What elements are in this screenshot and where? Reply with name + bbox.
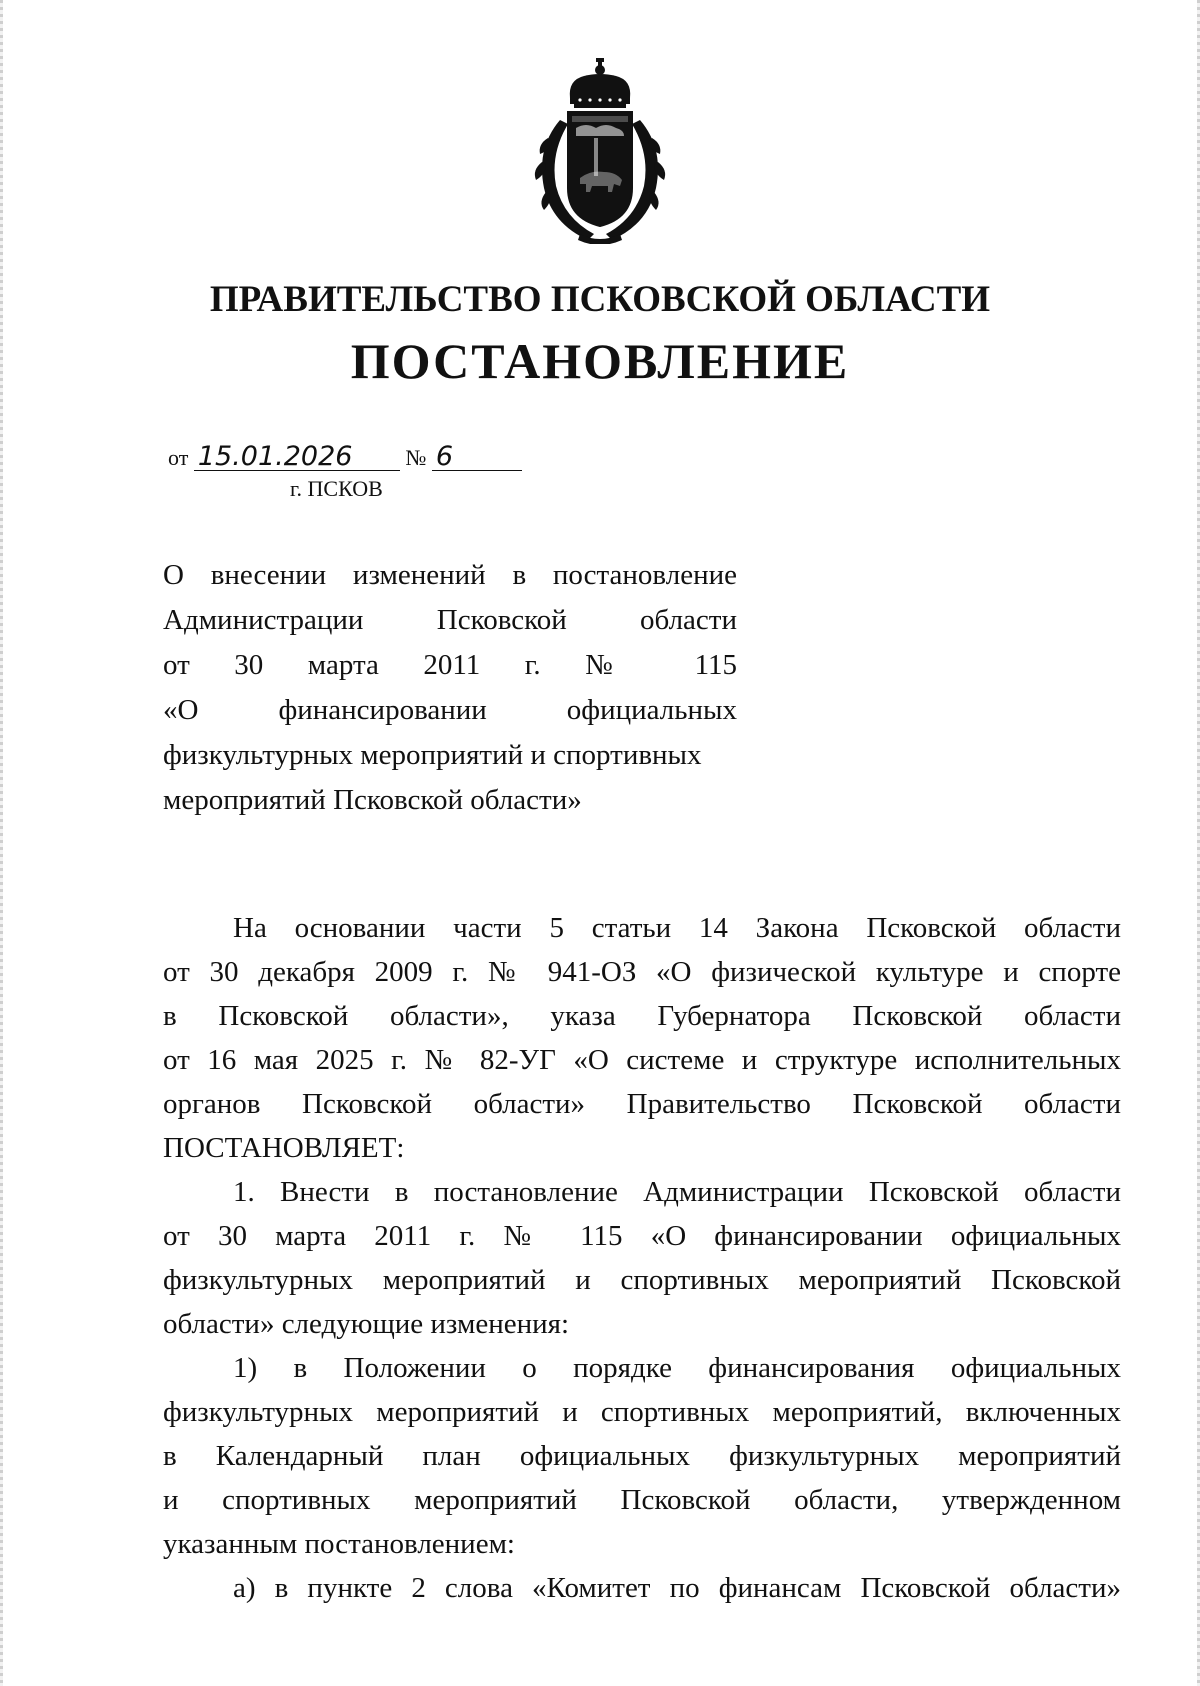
body-line: 1. Внести в постановление Администрации Псковской области [233,1176,1121,1208]
document-type-title: ПОСТАНОВЛЕНИЕ [350,333,850,389]
number-label: № [405,445,427,470]
document-city: г. ПСКОВ [290,476,383,501]
date-label: от [168,445,189,470]
body-line: ПОСТАНОВЛЯЕТ: [163,1132,405,1164]
subject-line: О внесении изменений в постановление [163,559,737,591]
subject-line: Администрации Псковской области [163,604,737,636]
body-line: На основании части 5 статьи 14 Закона Псковской области [233,912,1121,944]
document-body [163,906,1121,1610]
document-number: 6 [432,444,522,471]
body-line: в Псковской области», указа Губернатора Псковской области [163,1000,1121,1032]
scan-edge-left [0,0,3,1686]
body-line: от 30 декабря 2009 г. № 941-ОЗ «О физической культуре и спорте [163,956,1121,988]
subject-line: от 30 марта 2011 г. № 115 [163,649,737,681]
document-subject [163,553,737,823]
body-line: 1) в Положении о порядке финансирования официальных [233,1352,1121,1384]
government-title: ПРАВИТЕЛЬСТВО ПСКОВСКОЙ ОБЛАСТИ [209,279,991,320]
body-line: от 30 марта 2011 г. № 115 «О финансировании официальных [163,1220,1121,1252]
document-date: 15.01.2026 [194,444,400,471]
coat-of-arms-icon [530,58,670,244]
body-line: в Календарный план официальных физкультурных мероприятий [163,1440,1121,1472]
subject-line: мероприятий Псковской области» [163,784,582,816]
body-line: а) в пункте 2 слова «Комитет по финансам Псковской области» [233,1572,1121,1604]
body-line: области» следующие изменения: [163,1308,570,1340]
body-line: указанным постановлением: [163,1528,515,1560]
body-line: органов Псковской области» Правительство Псковской области [163,1088,1121,1120]
subject-line: «О финансировании официальных [163,694,737,726]
body-line: от 16 мая 2025 г. № 82-УГ «О системе и структуре исполнительных [163,1044,1121,1076]
subject-line: физкультурных мероприятий и спортивных [163,739,702,771]
body-line: и спортивных мероприятий Псковской области, утвержденном [163,1484,1121,1516]
body-line: физкультурных мероприятий и спортивных мероприятий Псковской [163,1264,1121,1296]
body-line: физкультурных мероприятий и спортивных мероприятий, включенных [163,1396,1121,1428]
document-date-number-line [168,441,522,472]
